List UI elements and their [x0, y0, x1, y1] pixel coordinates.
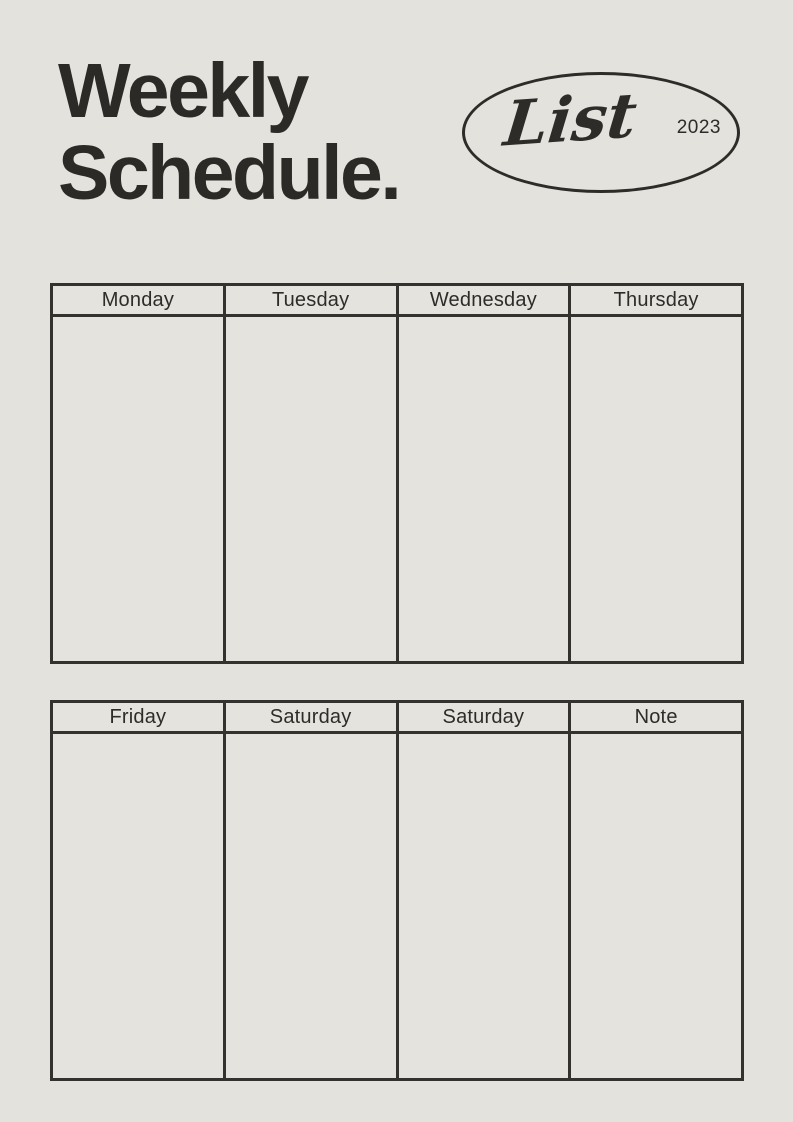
- schedule-cell-note: [570, 733, 743, 1080]
- schedule-cell-monday: [52, 316, 225, 663]
- schedule-table-week-first-half: [50, 283, 744, 664]
- column-header-saturday-2: Saturday: [397, 702, 570, 733]
- schedule-cell-saturday-2: [397, 733, 570, 1080]
- schedule-table-week-second-half: [50, 700, 744, 1081]
- header-row: [52, 285, 743, 316]
- column-header-saturday-1: Saturday: [224, 702, 397, 733]
- schedule-cell-friday: [52, 733, 225, 1080]
- page-title-line1: Weekly: [58, 48, 307, 134]
- list-script-text: List: [500, 78, 641, 161]
- header-row: [52, 702, 743, 733]
- page-title: [58, 50, 399, 214]
- column-header-friday: Friday: [52, 702, 225, 733]
- column-header-wednesday: Wednesday: [397, 285, 570, 316]
- schedule-cell-saturday-1: [224, 733, 397, 1080]
- column-header-monday: Monday: [52, 285, 225, 316]
- column-header-thursday: Thursday: [570, 285, 743, 316]
- schedule-cell-thursday: [570, 316, 743, 663]
- page-title-line2: Schedule.: [58, 130, 400, 216]
- schedule-cell-tuesday: [224, 316, 397, 663]
- column-header-note: Note: [570, 702, 743, 733]
- table-row: [52, 316, 743, 663]
- list-year-badge: [462, 72, 740, 193]
- column-header-tuesday: Tuesday: [224, 285, 397, 316]
- year-label: 2023: [676, 117, 721, 138]
- table-row: [52, 733, 743, 1080]
- schedule-cell-wednesday: [397, 316, 570, 663]
